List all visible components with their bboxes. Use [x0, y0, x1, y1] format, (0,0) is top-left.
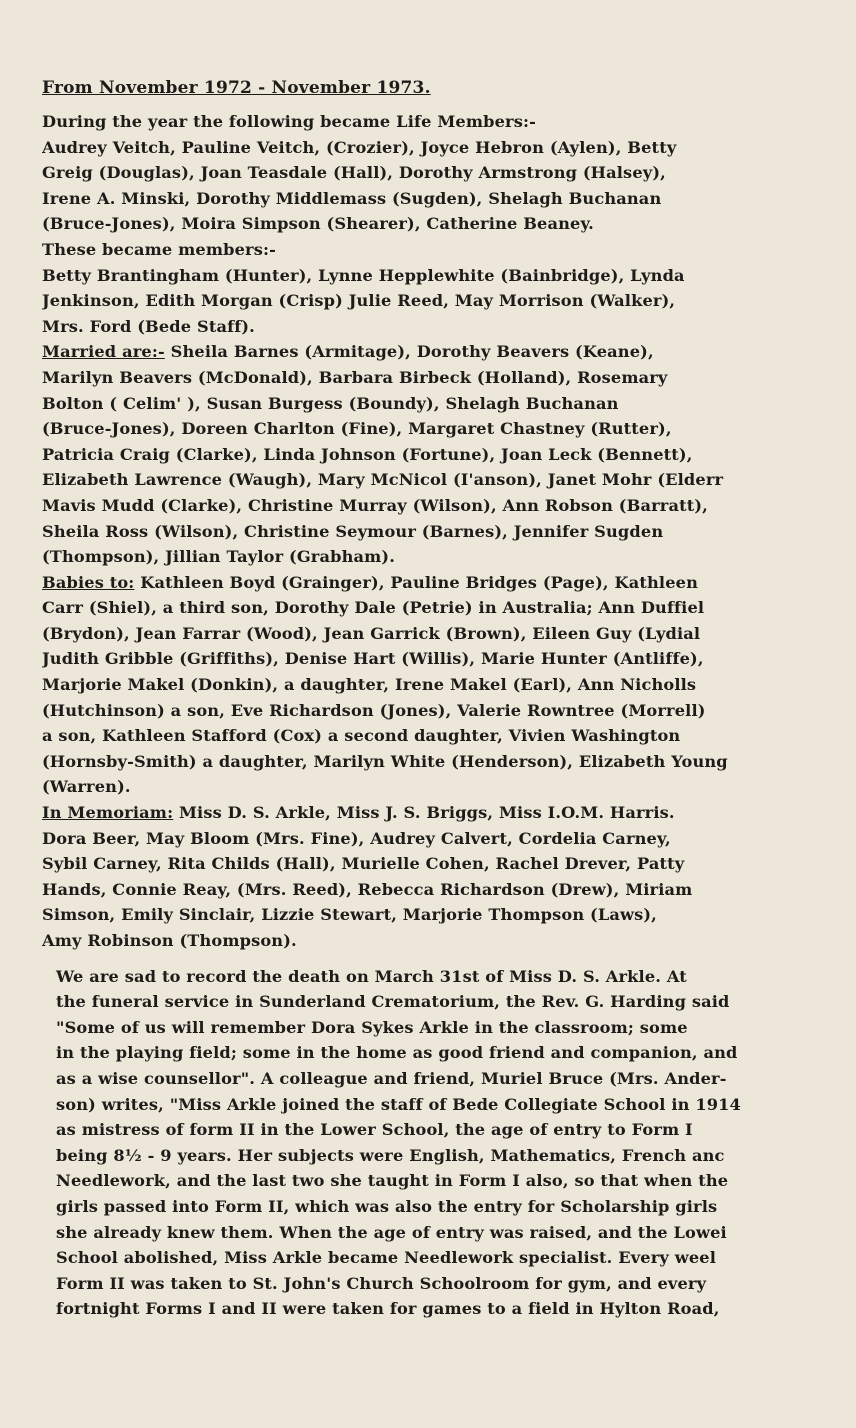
- text-line: a son, Kathleen Stafford (Cox) a second daughter, Vivien Washington: [42, 726, 681, 746]
- text-line: son) writes, "Miss Arkle joined the staff of Bede Collegiate School in 1914: [56, 1094, 741, 1114]
- married-first-text: Sheila Barnes (Armitage), Dorothy Beavers (Keane),: [164, 342, 654, 362]
- babies-section: [42, 570, 826, 800]
- text-line: Judith Gribble (Griffiths), Denise Hart (Willis), Marie Hunter (Antliffe),: [42, 649, 704, 669]
- text-line: Elizabeth Lawrence (Waugh), Mary McNicol (I'anson), Janet Mohr (Elderr: [42, 470, 724, 490]
- text-line: (Brydon), Jean Farrar (Wood), Jean Garrick (Brown), Eileen Guy (Lydial: [42, 623, 701, 643]
- text-line: Sheila Ross (Wilson), Christine Seymour (Barnes), Jennifer Sugden: [42, 521, 664, 541]
- babies-label: Babies to:: [42, 572, 135, 592]
- text-line: Patricia Craig (Clarke), Linda Johnson (Fortune), Joan Leck (Bennett),: [42, 444, 693, 464]
- text-line: Needlework, and the last two she taught in Form I also, so that when the: [56, 1171, 729, 1191]
- married-label: Married are:-: [42, 342, 165, 362]
- text-line: Marilyn Beavers (McDonald), Barbara Birbeck (Holland), Rosemary: [42, 367, 668, 387]
- text-line: (Warren).: [42, 777, 131, 797]
- married-first-line: [42, 339, 826, 365]
- life-members-intro: During the year the following became Life Members:-: [42, 112, 536, 131]
- text-line: (Hutchinson) a son, Eve Richardson (Jones), Valerie Rowntree (Morrell): [42, 700, 706, 720]
- text-line: (Bruce-Jones), Moira Simpson (Shearer), Catherine Beaney.: [42, 214, 594, 234]
- text-line: Mrs. Ford (Bede Staff).: [42, 316, 255, 336]
- text-line: (Bruce-Jones), Doreen Charlton (Fine), Margaret Chastney (Rutter),: [42, 419, 672, 439]
- text-line: Amy Robinson (Thompson).: [42, 931, 297, 950]
- text-line: the funeral service in Sunderland Crematorium, the Rev. G. Harding said: [56, 992, 730, 1012]
- text-line: School abolished, Miss Arkle became Needlework specialist. Every weel: [56, 1248, 717, 1268]
- text-line: fortnight Forms I and II were taken for games to a field in Hylton Road,: [56, 1299, 720, 1319]
- text-line: Simson, Emily Sinclair, Lizzie Stewart, Marjorie Thompson (Laws),: [42, 905, 657, 925]
- text-line: girls passed into Form II, which was also the entry for Scholarship girls: [56, 1196, 718, 1216]
- members-intro: These became members:-: [42, 239, 276, 259]
- text-line: she already knew them. When the age of entry was raised, and the Lowei: [56, 1222, 727, 1242]
- text-line: Betty Brantingham (Hunter), Lynne Hepplewhite (Bainbridge), Lynda: [42, 265, 685, 285]
- text-line: Carr (Shiel), a third son, Dorothy Dale (Petrie) in Australia; Ann Duffiel: [42, 598, 705, 618]
- text-line: Audrey Veitch, Pauline Veitch, (Crozier), Joyce Hebron (Aylen), Betty: [42, 137, 677, 157]
- text-line: Bolton ( Celim' ), Susan Burgess (Boundy), Shelagh Buchanan: [42, 393, 619, 413]
- memoriam-section: [42, 800, 826, 954]
- babies-first-line: [42, 570, 826, 596]
- text-line: as a wise counsellor". A colleague and friend, Muriel Bruce (Mrs. Ander-: [56, 1068, 727, 1088]
- text-line: Greig (Douglas), Joan Teasdale (Hall), Dorothy Armstrong (Halsey),: [42, 163, 666, 183]
- text-line: (Thompson), Jillian Taylor (Grabham).: [42, 547, 396, 567]
- memoriam-first-line: [42, 800, 826, 826]
- members-section: [42, 237, 826, 339]
- text-line: (Hornsby-Smith) a daughter, Marilyn White (Henderson), Elizabeth Young: [42, 751, 728, 771]
- text-line: We are sad to record the death on March 31st of Miss D. S. Arkle. At: [56, 966, 687, 986]
- text-line: "Some of us will remember Dora Sykes Arkle in the classroom; some: [56, 1017, 688, 1037]
- text-line: in the playing field; some in the home as good friend and companion, and: [56, 1043, 738, 1063]
- page-heading: From November 1972 - November 1973.: [42, 78, 431, 98]
- life-members-section: [42, 109, 826, 237]
- text-line: as mistress of form II in the Lower School, the age of entry to Form I: [56, 1120, 693, 1140]
- text-line: Irene A. Minski, Dorothy Middlemass (Sugden), Shelagh Buchanan: [42, 188, 662, 208]
- text-line: Mavis Mudd (Clarke), Christine Murray (Wilson), Ann Robson (Barratt),: [42, 495, 708, 515]
- text-line: being 8½ - 9 years. Her subjects were English, Mathematics, French anc: [56, 1145, 725, 1165]
- text-line: Form II was taken to St. John's Church Schoolroom for gym, and every: [56, 1273, 707, 1293]
- memoriam-label: In Memoriam:: [42, 803, 174, 823]
- memoriam-first-text: Miss D. S. Arkle, Miss J. S. Briggs, Miss I.O.M. Harris.: [173, 803, 675, 823]
- obituary-paragraph: [42, 964, 826, 1322]
- babies-first-text: Kathleen Boyd (Grainger), Pauline Bridges (Page), Kathleen: [134, 572, 699, 592]
- text-line: Hands, Connie Reay, (Mrs. Reed), Rebecca Richardson (Drew), Miriam: [42, 879, 693, 899]
- married-section: [42, 339, 826, 569]
- text-line: Marjorie Makel (Donkin), a daughter, Irene Makel (Earl), Ann Nicholls: [42, 675, 697, 695]
- text-line: Sybil Carney, Rita Childs (Hall), Murielle Cohen, Rachel Drever, Patty: [42, 854, 685, 874]
- text-line: Dora Beer, May Bloom (Mrs. Fine), Audrey Calvert, Cordelia Carney,: [42, 828, 671, 848]
- text-line: Jenkinson, Edith Morgan (Crisp) Julie Reed, May Morrison (Walker),: [42, 291, 676, 311]
